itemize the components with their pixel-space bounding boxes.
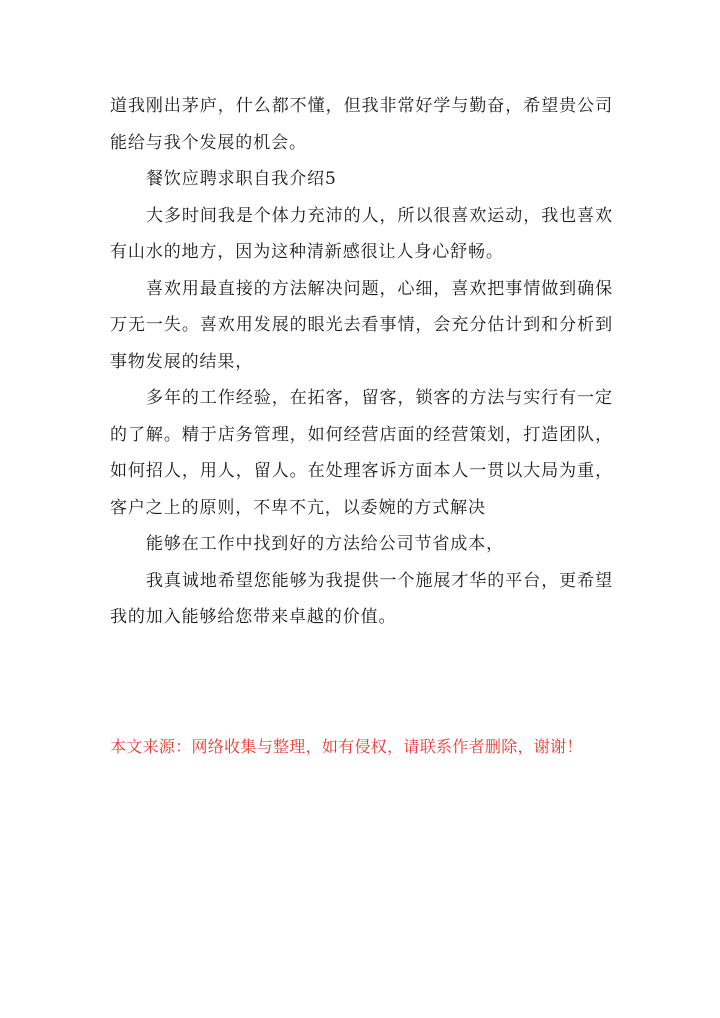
paragraph-continuation: 道我刚出茅庐，什么都不懂，但我非常好学与勤奋，希望贵公司能给与我个发展的机会。 <box>110 96 613 153</box>
paragraph-experience: 多年的工作经验，在拓客，留客，锁客的方法与实行有一定的了解。精于店务管理，如何经营店面的经营策划，打造团队，如何招人，用人，留人。在处理客诉方面本人一贯以大局为重，客户之上的原则，不卑不亢，以委婉的方式解决 <box>110 388 613 518</box>
paragraph-work-style: 喜欢用最直接的方法解决问题，心细，喜欢把事情做到确保万无一失。喜欢用发展的眼光去看事情，会充分估计到和分析到事物发展的结果， <box>110 278 613 372</box>
source-note: 本文来源：网络收集与整理，如有侵权，请联系作者删除，谢谢！ <box>110 737 583 756</box>
paragraph-cost-saving: 能够在工作中找到好的方法给公司节省成本， <box>146 534 504 554</box>
paragraph-closing: 我真诚地希望您能够为我提供一个施展才华的平台，更希望我的加入能够给您带来卓越的价值。 <box>110 570 613 627</box>
section-heading: 餐饮应聘求职自我介绍5 <box>146 169 337 189</box>
paragraph-personality: 大多时间我是个体力充沛的人，所以很喜欢运动，我也喜欢有山水的地方，因为这种清新感很让人身心舒畅。 <box>110 205 613 262</box>
document-body <box>110 88 613 636</box>
